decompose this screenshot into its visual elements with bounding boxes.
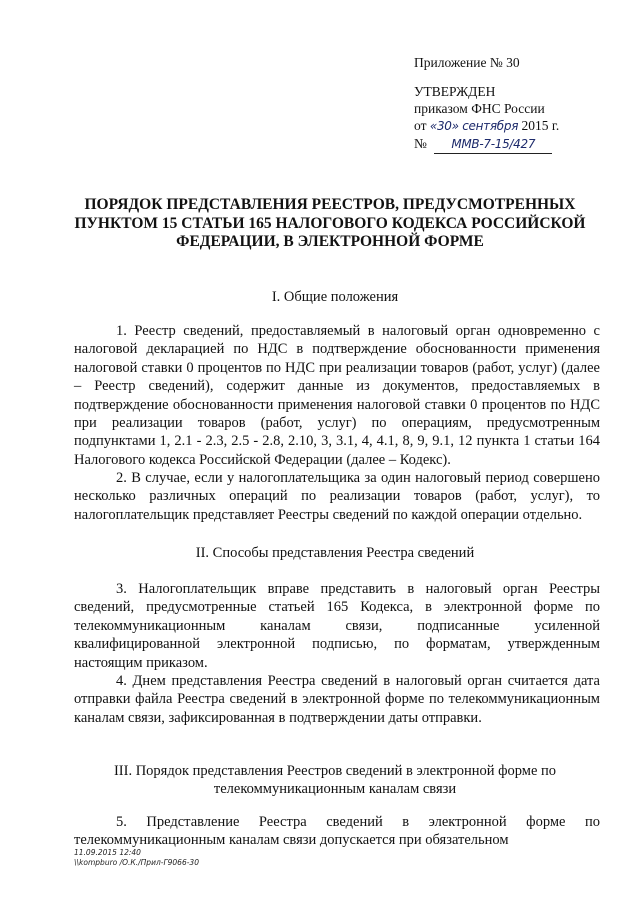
order-reference: приказом ФНС России: [414, 101, 545, 116]
paragraph-3: 3. Налогоплательщик вправе представить в налоговый орган Реестры сведений, предусмотренные статьей 165 Кодекса, в электронной форме по телекоммуникационным каналам связи, подписанные усиленной квалифицированной электронной подписью, по форматам, утвержденным настоящим приказом.: [74, 581, 600, 671]
handwritten-date: «30» сентября: [429, 119, 519, 133]
footer-filepath: \\kompburo /О.К./Прил-Г9066-30: [74, 858, 199, 867]
approval-number-line: [414, 135, 614, 154]
date-year: 2015 г.: [521, 118, 560, 133]
paragraph-5: 5. Представление Реестра сведений в электронной форме по телекоммуникационным каналам связи допускается при обязательном: [74, 814, 600, 849]
approval-date-line: [414, 117, 614, 135]
number-prefix: №: [414, 136, 427, 151]
handwritten-number: ММВ-7-15/427: [434, 136, 552, 154]
approval-stamp: [414, 54, 614, 154]
paragraph-2: 2. В случае, если у налогоплательщика за один налоговый период совершено несколько различных операций по реализации товаров (работ, услуг), то налогоплательщик представляет Реестры сведений по каждой операции отдельно.: [74, 470, 600, 523]
approved-label: УТВЕРЖДЕН: [414, 84, 496, 99]
paragraph-4: 4. Днем представления Реестра сведений в налоговый орган считается дата отправки файла Реестра сведений в электронной форме по телекоммуникационным каналам связи, зафиксированная в подтверждении даты отправки.: [74, 673, 600, 726]
print-footer: [74, 848, 199, 868]
section-heading-2: II. Способы представления Реестра сведений: [195, 545, 475, 561]
appendix-number: Приложение № 30: [414, 55, 520, 70]
section-heading-3: III. Порядок представления Реестров сведений в электронной форме по телекоммуникационным каналам связи: [113, 763, 557, 797]
document-title: ПОРЯДОК ПРЕДСТАВЛЕНИЯ РЕЕСТРОВ, ПРЕДУСМОТРЕННЫХ ПУНКТОМ 15 СТАТЬИ 165 НАЛОГОВОГО КОДЕКСА РОССИЙСКОЙ ФЕДЕРАЦИИ, В ЭЛЕКТРОННОЙ ФОРМЕ: [74, 196, 586, 250]
section-heading-1: I. Общие положения: [271, 289, 399, 305]
paragraph-1: 1. Реестр сведений, предоставляемый в налоговый орган одновременно с налоговой декларацией по НДС в подтверждение обоснованности применения налоговой ставки 0 процентов по НДС при реализации товаров (работ, услуг) (далее – Реестр сведений), содержит данные из документов, предоставляемых в подтверждение обоснованности применения налоговой ставки 0 процентов по НДС при реализации товаров (работ, услуг) по операциям, предусмотренным подпунктами 1, 2.1 - 2.3, 2.5 - 2.8, 2.10, 3, 3.1, 4, 4.1, 8, 9, 9.1, 12 пункта 1 статьи 164 Налогового кодекса Российской Федерации (далее – Кодекс).: [74, 323, 600, 468]
date-prefix: от: [414, 118, 427, 133]
footer-timestamp: 11.09.2015 12:40: [74, 848, 141, 857]
